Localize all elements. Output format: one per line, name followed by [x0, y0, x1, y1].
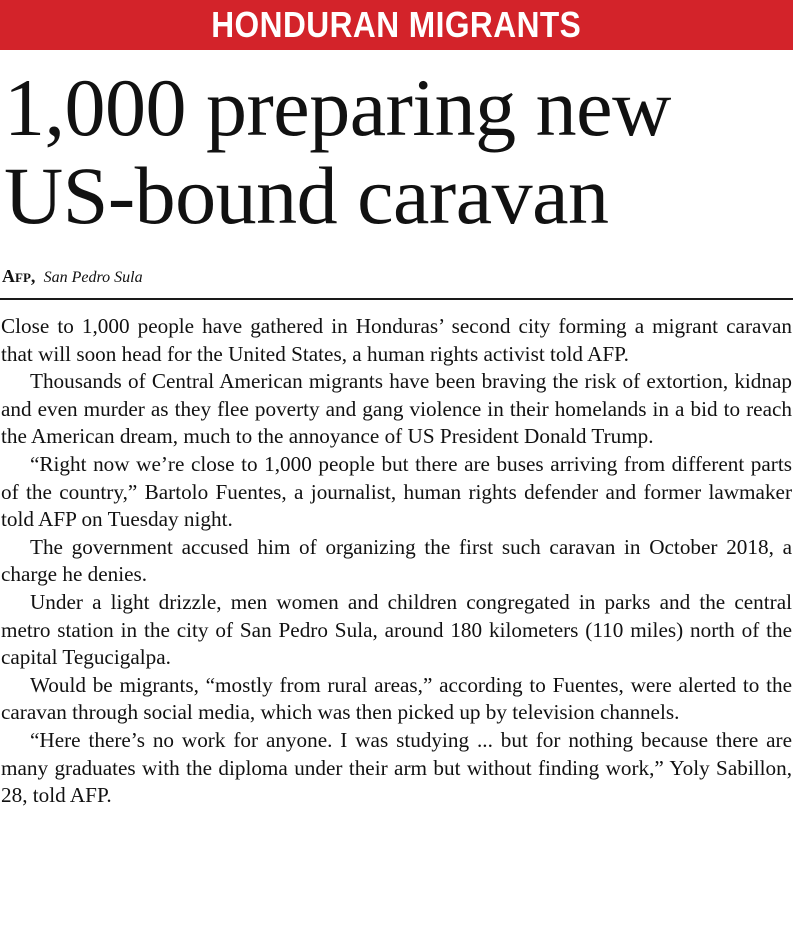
article-body [1, 313, 792, 810]
byline [2, 266, 143, 287]
headline: 1,000 preparing new US-bound caravan [4, 62, 671, 241]
paragraph-7: “Here there’s no work for anyone. I was studying ... but for nothing because there are many graduates with the diploma under their arm but without finding work,” Yoly Sabillon, 28, told AFP. [1, 727, 792, 808]
byline-place: San Pedro Sula [43, 269, 143, 286]
paragraph-6: Would be migrants, “mostly from rural areas,” according to Fuentes, were alerted to the caravan through social media, which was then picked up by television channels. [1, 672, 792, 725]
paragraph-1: Close to 1,000 people have gathered in Honduras’ second city forming a migrant caravan that will soon head for the United States, a human rights activist told AFP. [1, 314, 792, 366]
section-label: HONDURAN MIGRANTS [211, 4, 582, 45]
byline-agency: Afp, [2, 266, 36, 286]
paragraph-4: The government accused him of organizing the first such caravan in October 2018, a charge he denies. [1, 534, 792, 587]
paragraph-2: Thousands of Central American migrants have been braving the risk of extortion, kidnap and even murder as they flee poverty and gang violence in their homelands in a bid to reach the American dream, much to the annoyance of US President Donald Trump. [1, 369, 792, 449]
paragraph-5: Under a light drizzle, men women and children congregated in parks and the central metro station in the city of San Pedro Sula, around 180 kilometers (110 miles) north of the capital Tegucigalpa. [1, 589, 792, 670]
byline-divider [0, 298, 793, 300]
section-banner [0, 0, 793, 50]
paragraph-3: “Right now we’re close to 1,000 people but there are buses arriving from different parts of the country,” Bartolo Fuentes, a journalist, human rights defender and former lawmaker told AFP on Tuesday night. [1, 451, 792, 532]
